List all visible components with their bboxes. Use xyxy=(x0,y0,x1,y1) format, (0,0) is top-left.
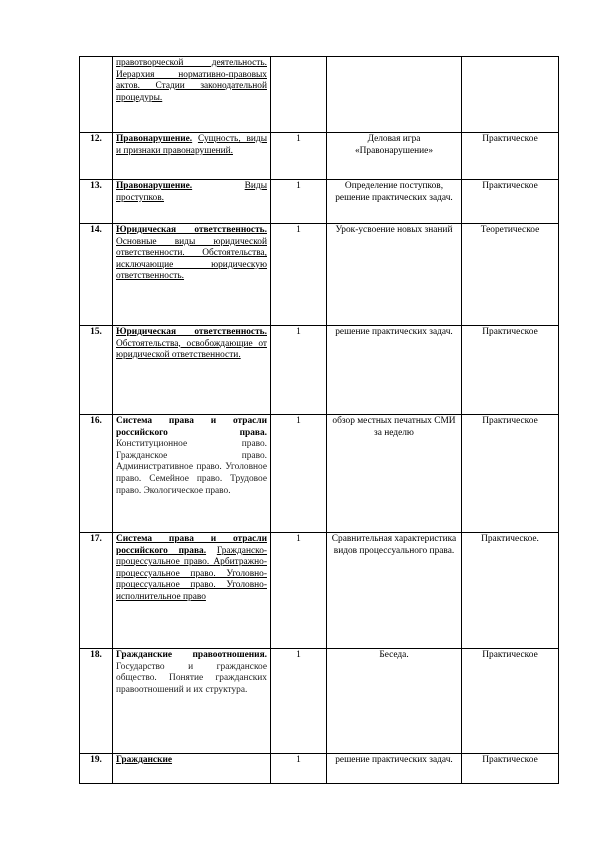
row-form: Беседа. xyxy=(327,649,462,754)
row-type: Практическое xyxy=(462,133,559,180)
row-form: Деловая игра «Правонарушение» xyxy=(327,133,462,180)
row-form: обзор местных печатных СМИ за неделю xyxy=(327,415,462,533)
topic-description: правотворческой деятельность. Иерархия нормативно-правовых актов. Стадии законодательной процедуры. xyxy=(116,58,267,103)
row-hours: 1 xyxy=(271,754,327,784)
row-topic xyxy=(113,754,271,784)
topic-description: Гражданско-процессуальное право. Арбитражно-процессуальное право. Уголовно-процессуальное право. Уголовно-исполнительное право xyxy=(116,545,268,602)
row-hours: 1 xyxy=(271,649,327,754)
row-topic xyxy=(113,649,271,754)
row-hours: 1 xyxy=(271,133,327,180)
table-row xyxy=(80,754,559,784)
row-number: 16. xyxy=(80,415,113,533)
row-form: Сравнительная характеристика видов процессуального права. xyxy=(327,533,462,649)
row-topic xyxy=(113,326,271,415)
row-form: решение практических задач. xyxy=(327,326,462,415)
topic-heading: Правонарушение. xyxy=(116,181,193,191)
topic-description: Обстоятельства, освобождающие от юридической ответственности. xyxy=(116,338,267,361)
table-row xyxy=(80,415,559,533)
row-hours: 1 xyxy=(271,415,327,533)
row-number: 13. xyxy=(80,180,113,224)
topic-description: Сущность, виды и признаки правонарушений. xyxy=(116,134,267,156)
row-hours: 1 xyxy=(271,224,327,326)
row-form: Урок-усвоение новых знаний xyxy=(327,224,462,326)
table-row xyxy=(80,649,559,754)
table-row xyxy=(80,326,559,415)
row-hours xyxy=(271,57,327,133)
row-number: 12. xyxy=(80,133,113,180)
row-topic xyxy=(113,533,271,649)
row-type: Практическое xyxy=(462,326,559,415)
table-row xyxy=(80,133,559,180)
row-type: Практическое. xyxy=(462,533,559,649)
topic-heading: Юридическая ответственность. xyxy=(116,225,267,235)
topic-heading: Юридическая ответственность. xyxy=(116,327,267,337)
topic-heading: Правонарушение. xyxy=(116,134,193,144)
row-number xyxy=(80,57,113,133)
row-type xyxy=(462,57,559,133)
topic-heading: Гражданские правоотношения. xyxy=(116,650,267,660)
row-form: решение практических задач. xyxy=(327,754,462,784)
table-row xyxy=(80,57,559,133)
row-number: 15. xyxy=(80,326,113,415)
row-type: Практическое xyxy=(462,180,559,224)
lesson-plan-table xyxy=(79,56,559,784)
row-form xyxy=(327,57,462,133)
row-number: 19. xyxy=(80,754,113,784)
row-hours: 1 xyxy=(271,180,327,224)
table-row xyxy=(80,533,559,649)
row-number: 18. xyxy=(80,649,113,754)
row-type: Теоретическое xyxy=(462,224,559,326)
row-type: Практическое xyxy=(462,415,559,533)
topic-description: Конституционное право. Гражданское право. Административное право. Уголовное право. Семейное право. Трудовое право. Экологическое право. xyxy=(116,439,267,496)
row-topic xyxy=(113,57,271,133)
row-topic xyxy=(113,133,271,180)
row-topic xyxy=(113,180,271,224)
topic-heading: Гражданские xyxy=(116,755,173,765)
row-number: 14. xyxy=(80,224,113,326)
topic-heading: Система права и отрасли российского права. xyxy=(116,416,267,438)
topic-description: Основные виды юридической ответственности. Обстоятельства, исключающие юридическую ответственность. xyxy=(116,236,267,282)
row-hours: 1 xyxy=(271,326,327,415)
row-type: Практическое xyxy=(462,754,559,784)
topic-heading: Система права и отрасли российского права. xyxy=(116,534,267,556)
row-hours: 1 xyxy=(271,533,327,649)
row-type: Практическое xyxy=(462,649,559,754)
row-topic xyxy=(113,415,271,533)
table-row xyxy=(80,224,559,326)
row-number: 17. xyxy=(80,533,113,649)
topic-description: Виды проступков. xyxy=(116,181,267,203)
row-form: Определение поступков, решение практических задач. xyxy=(327,180,462,224)
row-topic xyxy=(113,224,271,326)
topic-description: Государство и гражданское общество. Понятие гражданских правоотношений и их структура. xyxy=(116,661,267,695)
table-row xyxy=(80,180,559,224)
